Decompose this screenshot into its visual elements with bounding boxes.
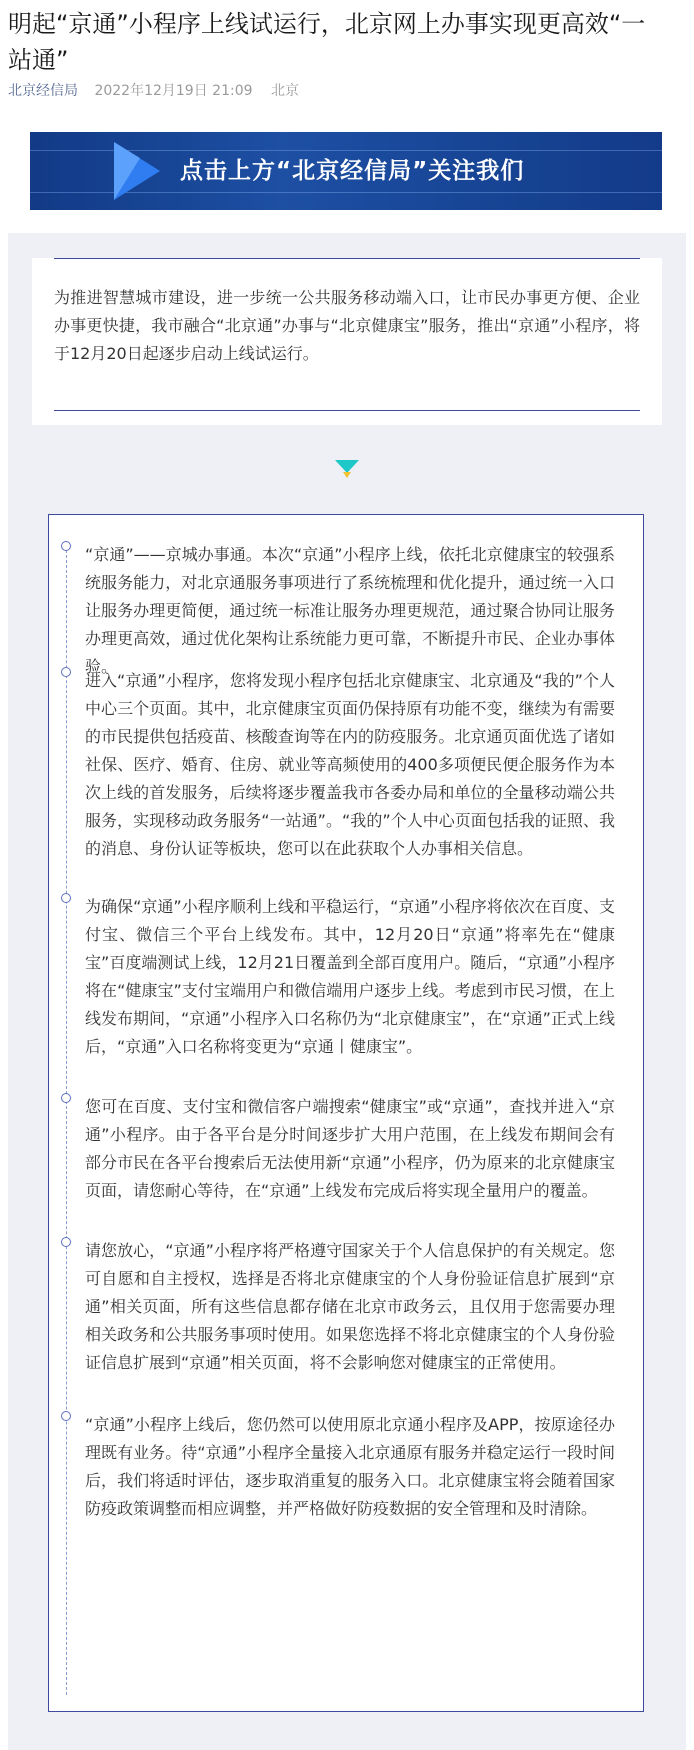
intro-bottom-rule bbox=[54, 410, 640, 411]
intro-text: 为推进智慧城市建设，进一步统一公共服务移动端入口，让市民办事更方便、企业办事更快捷，我市融合“北京通”办事与“北京健康宝”服务，推出“京通”小程序，将于12月20日起逐步启动上线试运行。 bbox=[54, 288, 640, 363]
paragraph-2: 进入“京通”小程序，您将发现小程序包括北京健康宝、北京通及“我的”个人中心三个页面。其中，北京健康宝页面仍保持原有功能不变，继续为有需要的市民提供包括疫苗、核酸查询等在内的防疫服务。北京通页面优选了诸如社保、医疗、婚育、住房、就业等高频使用的400多项便民便企服务作为本次上线的首发服务，后续将逐步覆盖我市各委办局和单位的全量移动端公共服务，实现移动政务服务“一站通”。“我的”个人中心页面包括我的证照、我的消息、身份认证等板块，您可以在此获取个人办事相关信息。 bbox=[85, 671, 615, 858]
circle-bullet-icon bbox=[61, 893, 71, 903]
play-arrow-icon bbox=[110, 140, 162, 202]
paragraph-3: 为确保“京通”小程序顺利上线和平稳运行，“京通”小程序将依次在百度、支付宝、微信三个平台上线发布。其中，12月20日“京通”将率先在“健康宝”百度端测试上线，12月21日覆盖到全部百度用户。随后，“京通”小程序将在“健康宝”支付宝端用户和微信端用户逐步上线。考虑到市民习惯，在上线发布期间，“京通”小程序入口名称仍为“北京健康宝”，在“京通”正式上线后，“京通”入口名称将变更为“京通丨健康宝”。 bbox=[85, 897, 615, 1056]
paragraph-4: 您可在百度、支付宝和微信客户端搜索“健康宝”或“京通”，查找并进入“京通”小程序。由于各平台是分时间逐步扩大用户范围，在上线发布期间会有部分市民在各平台搜索后无法使用新“京通”小程序，仍为原来的北京健康宝页面，请您耐心等待，在“京通”上线发布完成后将实现全量用户的覆盖。 bbox=[85, 1097, 615, 1200]
paragraph-6: “京通”小程序上线后，您仍然可以使用原北京通小程序及APP，按原途径办理既有业务。待“京通”小程序全量接入北京通原有服务并稳定运行一段时间后，我们将适时评估，逐步取消重复的服务入口。北京健康宝将会随着国家防疫政策调整而相应调整，并严格做好防疫数据的安全管理和及时清除。 bbox=[85, 1415, 615, 1518]
down-triangle-icon bbox=[335, 460, 359, 480]
author-link[interactable]: 北京经信局 bbox=[8, 83, 78, 99]
article-title: 明起“京通”小程序上线试运行，北京网上办事实现更高效“一站通” bbox=[8, 10, 646, 74]
follow-banner[interactable] bbox=[30, 132, 662, 210]
intro-top-rule bbox=[54, 258, 640, 259]
publish-date: 2022年12月19日 21:09 bbox=[94, 83, 253, 99]
circle-bullet-icon bbox=[61, 1237, 71, 1247]
main-content-box bbox=[48, 514, 644, 1712]
banner-text: 点击上方“北京经信局”关注我们 bbox=[180, 158, 525, 184]
paragraph-1: “京通”——京城办事通。本次“京通”小程序上线，依托北京健康宝的较强系统服务能力，对北京通服务事项进行了系统梳理和优化提升，通过统一入口让服务办理更简便，通过统一标准让服务办理更规范，通过聚合协同让服务办理更高效，通过优化架构让系统能力更可靠，不断提升市民、企业办事体验。 bbox=[85, 545, 615, 676]
article-meta bbox=[8, 80, 299, 100]
circle-bullet-icon bbox=[61, 1411, 71, 1421]
intro-box bbox=[32, 258, 662, 425]
timeline-dashed-line bbox=[66, 545, 67, 1695]
paragraph-5: 请您放心，“京通”小程序将严格遵守国家关于个人信息保护的有关规定。您可自愿和自主授权，选择是否将北京健康宝的个人身份验证信息扩展到“京通”相关页面，所有这些信息都存储在北京市政务云，且仅用于您需要办理相关政务和公共服务事项时使用。如果您选择不将北京健康宝的个人身份验证信息扩展到“京通”相关页面，将不会影响您对健康宝的正常使用。 bbox=[85, 1241, 615, 1372]
publish-location: 北京 bbox=[270, 83, 299, 99]
circle-bullet-icon bbox=[61, 667, 71, 677]
circle-bullet-icon bbox=[61, 1093, 71, 1103]
circle-bullet-icon bbox=[61, 541, 71, 551]
